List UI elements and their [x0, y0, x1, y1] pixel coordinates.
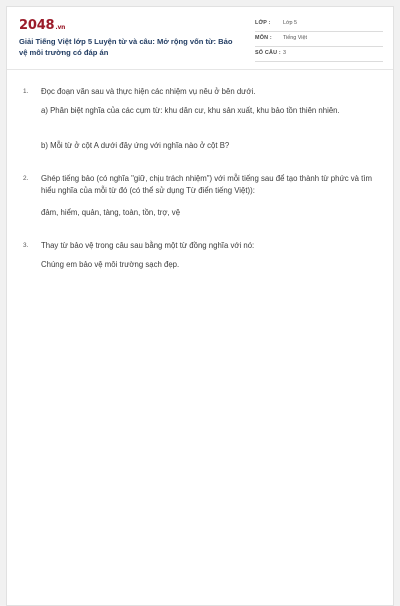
question-part: a) Phân biệt nghĩa của các cụm từ: khu dân cư, khu sản xuất, khu bảo tồn thiên nhiên.	[41, 106, 340, 115]
document-header	[7, 7, 393, 70]
site-logo[interactable]	[19, 18, 65, 33]
meta-key: MÔN :	[255, 35, 272, 41]
meta-row-question-count	[255, 47, 383, 62]
document-page	[6, 6, 394, 606]
logo-main: 2048	[19, 18, 55, 33]
question-part: b) Mỗi từ ở cột A dưới đây ứng với nghĩa nào ở cột B?	[41, 141, 230, 150]
meta-row-class	[255, 17, 383, 32]
question-text: Thay từ bảo vệ trong câu sau bằng một từ đồng nghĩa với nó:	[41, 241, 255, 250]
question-number: 1.	[23, 88, 29, 95]
question-number: 2.	[23, 175, 29, 182]
meta-value: Tiếng Việt	[283, 35, 307, 41]
document-title: Giải Tiếng Việt lớp 5 Luyện từ và câu: Mở rộng vốn từ: Bảo vệ môi trường có đáp án	[19, 37, 233, 57]
question-text: Ghép tiếng bảo (có nghĩa "giữ, chịu trách nhiệm") với mỗi tiếng sau để tạo thành từ phức và tìm hiểu nghĩa của mỗi từ đó (có thể sử dụng Từ điển tiếng Việt)):	[41, 174, 372, 195]
question-part: Chúng em bảo vệ môi trường sạch đẹp.	[41, 260, 180, 269]
meta-value: Lớp 5	[283, 20, 298, 26]
meta-key: LỚP :	[255, 20, 271, 26]
meta-row-subject	[255, 32, 383, 47]
question-number: 3.	[23, 242, 29, 249]
meta-value: 3	[283, 50, 286, 56]
logo-suffix: .vn	[55, 24, 66, 31]
meta-key: SỐ CÂU :	[255, 50, 281, 56]
question-text: Đọc đoạn văn sau và thực hiện các nhiệm vụ nêu ở bên dưới.	[41, 87, 256, 96]
question-part: đảm, hiểm, quản, tàng, toàn, tồn, trợ, vệ	[41, 208, 181, 217]
